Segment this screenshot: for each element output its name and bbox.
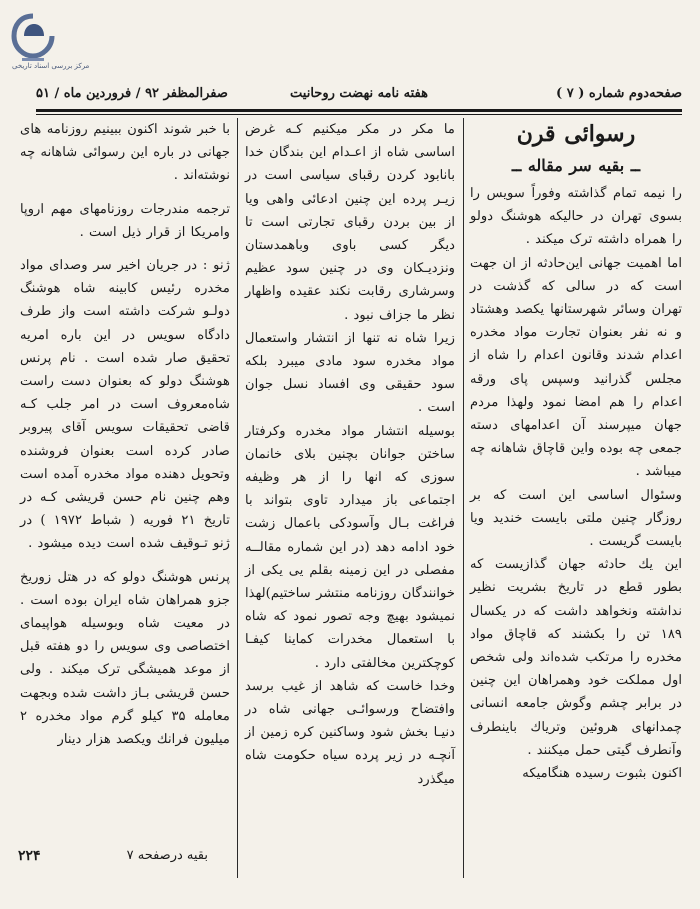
paragraph: وسئوال اساسی این است که بر روزگار چنین ملتی بایست خندید ویا بایست گریست .	[470, 487, 682, 550]
header-publication-name: هفته نامه نهضت روحانیت	[290, 86, 428, 101]
header-page-info: صفحه‌دوم شماره ( ۷ )	[556, 86, 682, 101]
paragraph: زیرا شاه نه تنها از انتشار واستعمال مواد مخدره سود مادی میبرد بلکه سود حقیقی وی افساد نسل جوان است .	[245, 330, 455, 416]
column-separator	[237, 118, 238, 878]
page-footer	[18, 848, 238, 872]
paragraph: با خبر شوند اکنون ببینیم روزنامه های جهانی در باره این رسوائی شاهانه چه نوشته‌اند .	[20, 122, 230, 184]
logo-caption: مرکز بررسی اسناد تاریخی	[12, 62, 90, 70]
header-rule-thin	[36, 114, 682, 115]
column-right	[470, 118, 682, 785]
paragraph: این یك حادثه جهان گذازیست که بطور قطع در تاریخ بشریت نظیر نداشته ونخواهد داشت که در یکسال ۱۸۹ تن را بکشند که قاچاق مواد مخدره را مرتکب شده‌اند ولی شخص اول مملکت خود وهمراهان این چنین در برابر چشم وگوش جامعه انسانی چمدانهای هروئین وتریاك باینطرف وآنطرف گیتی حمل میکنند .	[470, 557, 682, 758]
paragraph: اکنون بثبوت رسیده هنگامیکه	[522, 766, 682, 782]
column-left	[20, 118, 230, 751]
paragraph: وخدا خاست که شاهد از غیب برسد وافتضاح ورسوائـی جهانی شاه در دنیـا بخش شود وساکنین کره زمین از آنچـه در زیر پرده سیاه حکومت شاه میگذرد	[245, 678, 455, 787]
header-rule-thick	[36, 109, 682, 112]
paragraph: ما مکر در مکر میکنیم کـه غرض اساسی شاه از اعـدام این بندگان خدا بانابود کردن رقبای سیاسی است در زیـر پرده این چنین ادعائی واهی ویا از بین بردن رقبای تجارتی است تا دیگر کسی باوی وباهمدستان ونزدیـکان وی در چنین سود عظیم وسرشاری رقابت نکند عقیده واظهار نظر ما جزاف نبود .	[245, 122, 455, 323]
paragraph: اما اهمیت جهانی این‌حادثه از ان جهت است که در سالی که گذشت در تهران وسائر شهرستانها یکصد وهشتاد و نه نفر بعنوان تجارت مواد مخدره اعدام شدند وقانون اعدام را شاه از مجلس گذرانید وسپس پای ورقه اعدام را هم امضا نمود ولهذا مردم جهان میپرسند آن اعدامهای دسته جمعی چه بوده واین قاچاق شاهانه چه میباشد .	[470, 255, 682, 480]
paragraph: پرنس هوشنگ دولو که در هتل زوریخ جزو همراهان شاه ایران بوده است . در معیت شاه وبوسیله هواپیمای اختصاصی وی سویس را دو هفته قبل از موعد همیشگی ترک میکند . ولی حسن قریشی بـاز داشت شده وبجهت معامله ۳۵ کیلو گرم مواد مخدره ۲ میلیون فرانك ویکصد هزار دینار	[20, 569, 230, 748]
paragraph: را نیمه تمام گذاشته وفوراً سویس را بسوی تهران در حالیکه هوشنگ دولو را همراه داشته ترک میکند .	[470, 186, 682, 248]
article-subtitle: ــ بقیه سر مقاله ــ	[511, 156, 641, 175]
column-separator	[463, 118, 464, 878]
article-title: رسوائی قرن	[516, 121, 636, 147]
page-header	[36, 86, 682, 108]
paragraph: بوسیله انتشار مواد مخدره وکرفتار ساختن جوانان بچنین بلای خانمان سوزی که انها را از هر وظیفه اجتماعی باز میدارد تاوی بتواند با فراغت بـال وآسودکی باعمال زشت خود ادامه دهد (در این شماره مقالــه مفصلی در این زمینه بقلم یی یکی از خوانندگان روزنامه منتشر ساختیم)لهذا نمیشود بهیچ وجه تصور نمود که شاه با استعمال مخدرات کماینا کیفـا کوچکترین مخالفتی دارد .	[245, 423, 455, 671]
page-number: ۲۲۴	[18, 848, 41, 864]
paragraph: ژنو : در جریان اخیر سر وصدای مواد مخدره رئیس کابینه شاه هوشنگ دولـو شرکت داشته است واز طرف دادگاه سویس در این باره امریه تحقیق صار شده است . نام پرنس هوشنگ دولو که بعنوان دست راست شاه‌معروف است در امر جلب کـه قاضی تحقیقات سویس آقای پیروبر صادر کرده است بعنوان فروشنده وتحویل دهنده مواد مخدره آمده است وهم چنین نام حسن قریشی کـه در تاریخ ۲۱ فوریه ( شباط ۱۹۷۲ ) در ژنو تـوقیف شده است دیده میشود .	[20, 258, 230, 552]
paragraph: ترجمه مندرجات روزنامهای مهم اروپا وامریکا از قرار ذیل است .	[20, 201, 230, 240]
header-date: صفرالمظفر ۹۲ / فروردین ماه / ۵۱	[36, 86, 228, 101]
column-middle	[245, 118, 455, 791]
continued-note: بقیه درصفحه ۷	[126, 848, 208, 863]
